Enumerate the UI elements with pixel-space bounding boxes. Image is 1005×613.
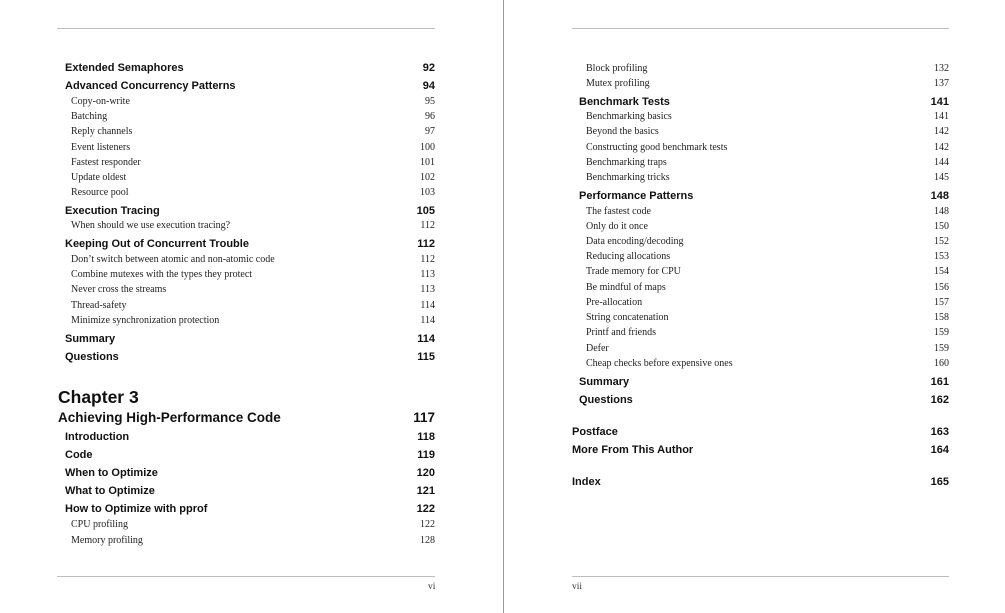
chapter-page: 117 (413, 410, 435, 425)
toc-entry-page: 92 (422, 62, 435, 74)
toc-entry-title: Benchmarking tricks (586, 172, 670, 183)
toc-entry-event-listeners[interactable] (71, 142, 435, 153)
toc-entry-page: 94 (422, 80, 435, 92)
toc-entry-page: 141 (930, 96, 949, 108)
toc-entry-trade-memory-for-cpu[interactable] (586, 266, 949, 277)
page-number: vii (572, 582, 583, 592)
toc-entry-page: 144 (934, 157, 949, 168)
toc-entry-cheap-checks-before-expensive-ones[interactable] (586, 358, 949, 369)
toc-entry-printf-and-friends[interactable] (586, 327, 949, 338)
toc-entry-summary[interactable] (65, 333, 435, 345)
toc-entry-page: 122 (420, 519, 435, 530)
toc-entry-page: 157 (934, 297, 949, 308)
toc-entry-reducing-allocations[interactable] (586, 251, 949, 262)
toc-entry-page: 121 (416, 485, 435, 497)
toc-entry-page: 119 (417, 449, 435, 461)
toc-entry-title: Performance Patterns (579, 190, 694, 202)
toc-entry-pre-allocation[interactable] (586, 297, 949, 308)
toc-entry-performance-patterns[interactable] (579, 190, 949, 202)
toc-entry-execution-tracing[interactable] (65, 205, 435, 217)
toc-entry-title: Questions (65, 351, 119, 363)
toc-entry-never-cross-the-streams[interactable] (71, 284, 435, 295)
footer-rule (57, 576, 435, 577)
toc-entry-title: More From This Author (572, 444, 694, 456)
toc-entry-benchmarking-tricks[interactable] (586, 172, 949, 183)
toc-entry-page: 142 (934, 126, 949, 137)
toc-entry-combine-mutexes[interactable] (71, 269, 435, 280)
toc-entry-when-should-we-use-execution-tracing[interactable] (71, 220, 435, 231)
toc-entry-title: Questions (579, 394, 633, 406)
toc-entry-title: Execution Tracing (65, 205, 160, 217)
toc-entry-title: Reply channels (71, 126, 133, 137)
toc-entry-title: Mutex profiling (586, 78, 650, 89)
toc-entry-title: Memory profiling (71, 535, 143, 546)
toc-entry-minimize-synchronization-protection[interactable] (71, 315, 435, 326)
toc-entry-title: How to Optimize with pprof (65, 503, 208, 515)
toc-entry-page: 113 (420, 269, 435, 280)
toc-entry-block-profiling[interactable] (586, 63, 949, 74)
toc-entry-page: 112 (420, 220, 435, 231)
toc-entry-page: 112 (417, 238, 435, 250)
toc-entry-page: 160 (934, 358, 949, 369)
toc-entry-page: 102 (420, 172, 435, 183)
toc-entry-benchmark-tests[interactable] (579, 96, 949, 108)
toc-entry-title: Event listeners (71, 142, 131, 153)
toc-entry-page: 128 (420, 535, 435, 546)
toc-entry-reply-channels[interactable] (71, 126, 435, 137)
toc-entry-page: 141 (934, 111, 949, 122)
toc-entry-code[interactable] (65, 449, 435, 461)
toc-entry-page: 165 (930, 476, 949, 488)
toc-entry-title: Don’t switch between atomic and non-atomic code (71, 254, 275, 265)
header-rule (57, 28, 435, 29)
toc-entry-page: 112 (420, 254, 435, 265)
toc-entry-title: Code (65, 449, 93, 461)
toc-entry-questions[interactable] (579, 394, 949, 406)
toc-entry-mutex-profiling[interactable] (586, 78, 949, 89)
toc-entry-page: 122 (416, 503, 435, 515)
toc-entry-defer[interactable] (586, 343, 949, 354)
toc-entry-page: 148 (934, 206, 949, 217)
toc-entry-string-concatenation[interactable] (586, 312, 949, 323)
header-rule (572, 28, 949, 29)
footer-rule (572, 576, 949, 577)
toc-entry-title: Resource pool (71, 187, 129, 198)
toc-entry-cpu-profiling[interactable] (71, 519, 435, 530)
toc-entry-page: 142 (934, 142, 949, 153)
toc-entry-keeping-out-of-concurrent-trouble[interactable] (65, 238, 435, 250)
toc-entry-page: 162 (930, 394, 949, 406)
toc-entry-title: Fastest responder (71, 157, 141, 168)
toc-entry-copy-on-write[interactable] (71, 96, 435, 107)
toc-entry-dont-switch-atomic[interactable] (71, 254, 435, 265)
toc-entry-page: 161 (930, 376, 949, 388)
toc-entry-what-to-optimize[interactable] (65, 485, 435, 497)
toc-entry-title: Benchmarking basics (586, 111, 672, 122)
toc-entry-title: Keeping Out of Concurrent Trouble (65, 238, 249, 250)
toc-entry-fastest-responder[interactable] (71, 157, 435, 168)
toc-entry-questions[interactable] (65, 351, 435, 363)
toc-entry-how-to-optimize-with-pprof[interactable] (65, 503, 435, 515)
toc-entry-title: String concatenation (586, 312, 669, 323)
toc-entry-page: 114 (420, 300, 435, 311)
toc-entry-page: 137 (934, 78, 949, 89)
toc-entry-page: 103 (420, 187, 435, 198)
toc-entry-title: Defer (586, 343, 609, 354)
toc-entry-title: When should we use execution tracing? (71, 220, 231, 231)
toc-entry-page: 101 (420, 157, 435, 168)
toc-entry-page: 105 (416, 205, 435, 217)
toc-entry-title: Index (572, 476, 601, 488)
toc-entry-page: 132 (934, 63, 949, 74)
toc-entry-page: 120 (416, 467, 435, 479)
toc-entry-title: Postface (572, 426, 618, 438)
toc-entry-page: 164 (930, 444, 949, 456)
toc-entry-page: 153 (934, 251, 949, 262)
toc-entry-extended-semaphores[interactable] (65, 62, 435, 74)
toc-entry-title: Trade memory for CPU (586, 266, 681, 277)
toc-entry-constructing-good-benchmark-tests[interactable] (586, 142, 949, 153)
toc-entry-introduction[interactable] (65, 431, 435, 443)
toc-entry-memory-profiling[interactable] (71, 535, 435, 546)
toc-entry-page: 156 (934, 282, 949, 293)
toc-entry-page: 113 (420, 284, 435, 295)
toc-entry-title: Data encoding/decoding (586, 236, 684, 247)
toc-entry-title: Update oldest (71, 172, 127, 183)
toc-entry-summary[interactable] (579, 376, 949, 388)
toc-entry-title: Block profiling (586, 63, 648, 74)
toc-entry-page: 154 (934, 266, 949, 277)
toc-entry-title: Benchmarking traps (586, 157, 667, 168)
toc-entry-page: 150 (934, 221, 949, 232)
toc-entry-title: Cheap checks before expensive ones (586, 358, 733, 369)
toc-entry-title: Never cross the streams (71, 284, 167, 295)
toc-entry-page: 148 (930, 190, 949, 202)
toc-entry-update-oldest[interactable] (71, 172, 435, 183)
toc-entry-page: 159 (934, 343, 949, 354)
toc-entry-advanced-concurrency-patterns[interactable] (65, 80, 435, 92)
toc-entry-resource-pool[interactable] (71, 187, 435, 198)
toc-entry-be-mindful-of-maps[interactable] (586, 282, 949, 293)
toc-chapter-achieving-high-performance-code[interactable] (58, 410, 435, 425)
toc-entry-page: 145 (934, 172, 949, 183)
toc-entry-page: 159 (934, 327, 949, 338)
toc-entry-title: Only do it once (586, 221, 648, 232)
chapter-label: Chapter 3 (58, 387, 139, 407)
toc-entry-title: Benchmark Tests (579, 96, 670, 108)
toc-entry-page: 100 (420, 142, 435, 153)
toc-entry-batching[interactable] (71, 111, 435, 122)
toc-entry-page: 95 (425, 96, 435, 107)
toc-entry-title: Copy-on-write (71, 96, 130, 107)
toc-entry-page: 163 (930, 426, 949, 438)
toc-entry-page: 118 (417, 431, 435, 443)
toc-entry-page: 115 (417, 351, 435, 363)
chapter-title: Achieving High-Performance Code (58, 410, 281, 425)
toc-entry-title: The fastest code (586, 206, 651, 217)
toc-entry-page: 97 (425, 126, 435, 137)
toc-entry-page: 152 (934, 236, 949, 247)
toc-entry-title: Summary (579, 376, 630, 388)
toc-entry-more-from-this-author[interactable] (572, 444, 949, 456)
toc-entry-title: When to Optimize (65, 467, 158, 479)
toc-entry-title: Summary (65, 333, 116, 345)
toc-entry-beyond-the-basics[interactable] (586, 126, 949, 137)
toc-entry-title: Extended Semaphores (65, 62, 184, 74)
toc-entry-title: Thread-safety (71, 300, 127, 311)
toc-entry-title: Introduction (65, 431, 130, 443)
right-page (504, 0, 1005, 613)
toc-entry-thread-safety[interactable] (71, 300, 435, 311)
toc-entry-title: Batching (71, 111, 108, 122)
toc-entry-data-encoding-decoding[interactable] (586, 236, 949, 247)
toc-entry-postface[interactable] (572, 426, 949, 438)
toc-entry-page: 96 (425, 111, 435, 122)
toc-entry-title: Minimize synchronization protection (71, 315, 220, 326)
toc-entry-title: Printf and friends (586, 327, 656, 338)
toc-entry-benchmarking-traps[interactable] (586, 157, 949, 168)
toc-entry-when-to-optimize[interactable] (65, 467, 435, 479)
toc-entry-title: What to Optimize (65, 485, 155, 497)
toc-entry-title: CPU profiling (71, 519, 128, 530)
toc-entry-title: Beyond the basics (586, 126, 659, 137)
toc-entry-title: Constructing good benchmark tests (586, 142, 728, 153)
toc-entry-benchmarking-basics[interactable] (586, 111, 949, 122)
toc-entry-title: Combine mutexes with the types they protect (71, 269, 253, 280)
toc-entry-the-fastest-code[interactable] (586, 206, 949, 217)
toc-entry-page: 114 (420, 315, 435, 326)
toc-entry-index[interactable] (572, 476, 949, 488)
toc-entry-page: 158 (934, 312, 949, 323)
page-number: vi (428, 582, 436, 592)
toc-entry-title: Pre-allocation (586, 297, 643, 308)
toc-entry-title: Advanced Concurrency Patterns (65, 80, 236, 92)
toc-entry-only-do-it-once[interactable] (586, 221, 949, 232)
toc-entry-page: 114 (417, 333, 435, 345)
toc-entry-title: Reducing allocations (586, 251, 671, 262)
toc-entry-title: Be mindful of maps (586, 282, 666, 293)
